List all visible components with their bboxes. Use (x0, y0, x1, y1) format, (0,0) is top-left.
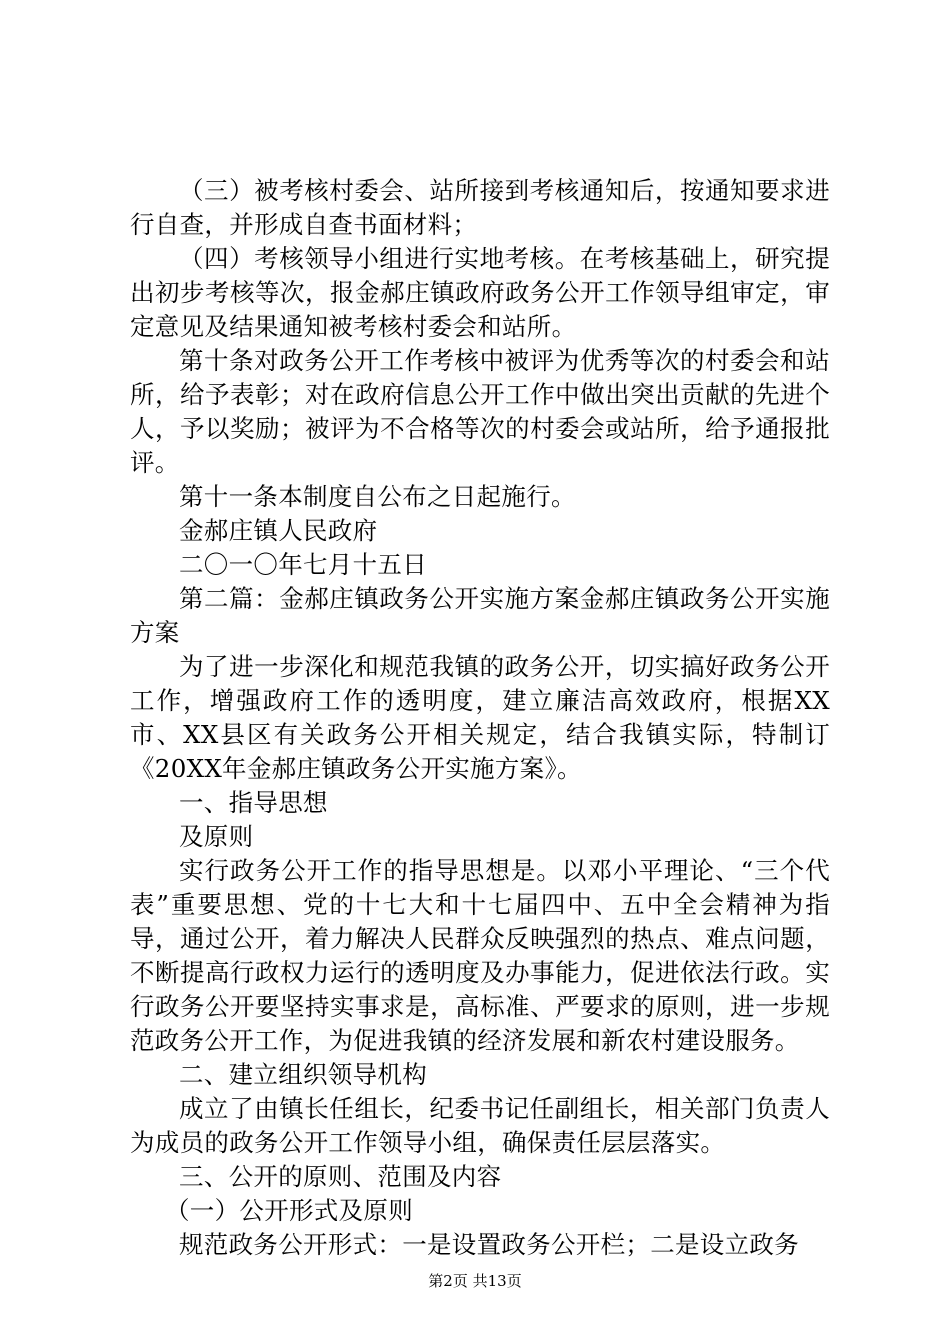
paragraph-introduction: 为了进一步深化和规范我镇的政务公开，切实搞好政务公开工作，增强政府工作的透明度，建立廉洁高效政府，根据XX市、XX县区有关政务公开相关规定，结合我镇实际，特制订《20XX年金郝庄镇政务公开实施方案》。 (130, 652, 830, 783)
section-title-part-two: 第二篇：金郝庄镇政务公开实施方案金郝庄镇政务公开实施方案 (130, 584, 830, 647)
signature-organization: 金郝庄镇人民政府 (179, 516, 378, 545)
paragraph-field-assessment: （四）考核领导小组进行实地考核。在考核基础上，研究提出初步考核等次，报金郝庄镇政府政务公开工作领导组审定，审定意见及结果通知被考核村委会和站所。 (130, 244, 830, 341)
heading-guiding-ideology: 一、指导思想 (179, 788, 328, 817)
paragraph-self-check: （三）被考核村委会、站所接到考核通知后，按通知要求进行自查，并形成自查书面材料； (130, 176, 830, 239)
paragraph-guiding-ideology: 实行政务公开工作的指导思想是。以邓小平理论、“三个代表”重要思想、党的十七大和十七届四中、五中全会精神为指导，通过公开，着力解决人民群众反映强烈的热点、难点问题，不断提高行政权力运行的透明度及办事能力，促进依法行政。实行政务公开要坚持实事求是，高标准、严要求的原则，进一步规范政务公开工作，为促进我镇的经济发展和新农村建设服务。 (130, 856, 830, 1055)
heading-principles: 及原则 (179, 822, 254, 851)
heading-forms-principles: （一）公开形式及原则 (165, 1196, 413, 1225)
paragraph-article-11: 第十一条本制度自公布之日起施行。 (179, 482, 576, 511)
page-number: 第2页 共13页 (428, 1272, 522, 1290)
heading-organization: 二、建立组织领导机构 (179, 1060, 427, 1089)
paragraph-organization: 成立了由镇长任组长，纪委书记任副组长，相关部门负责人为成员的政务公开工作领导小组，确保责任层层落实。 (130, 1094, 830, 1157)
signature-date: 二〇一〇年七月十五日 (179, 550, 427, 579)
heading-scope-content: 三、公开的原则、范围及内容 (179, 1162, 502, 1191)
paragraph-article-10: 第十条对政务公开工作考核中被评为优秀等次的村委会和站所，给予表彰；对在政府信息公开工作中做出突出贡献的先进个人，予以奖励；被评为不合格等次的村委会或站所，给予通报批评。 (130, 346, 830, 477)
document-body (130, 174, 830, 1262)
paragraph-forms: 规范政务公开形式：一是设置政务公开栏；二是设立政务 (179, 1230, 799, 1259)
